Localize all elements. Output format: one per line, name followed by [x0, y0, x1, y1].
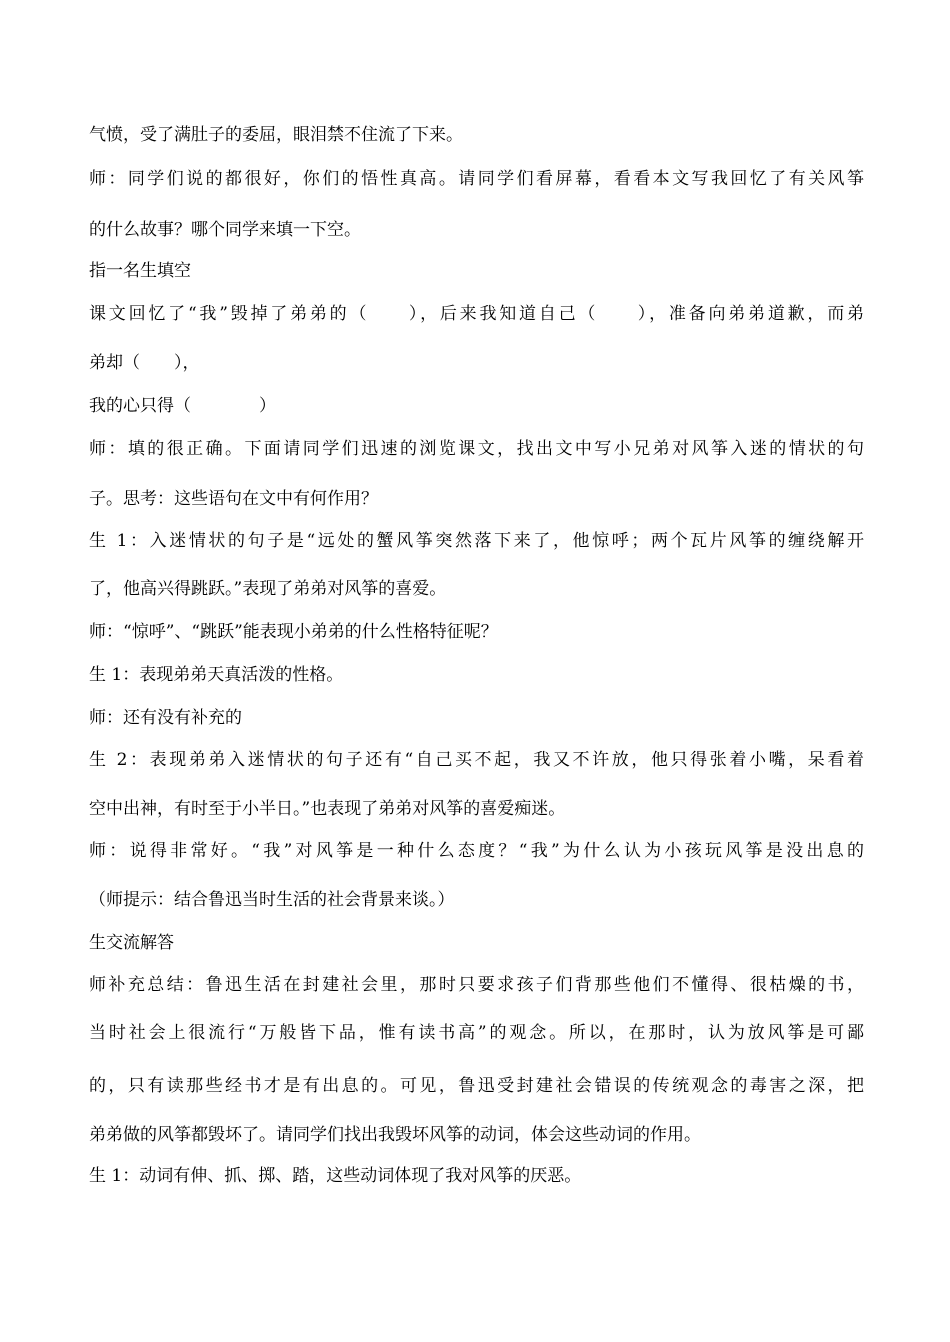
text-line: 我的心只得（ ）	[89, 396, 276, 416]
text-line: 师：填的很正确。下面请同学们迅速的浏览课文，找出文中写小兄弟对风筝入迷的情状的句	[89, 439, 864, 459]
text-line: 师：“惊呼”、“跳跃”能表现小弟弟的什么性格特征呢？	[89, 622, 498, 642]
text-line: 生 1：入迷情状的句子是“远处的蟹风筝突然落下来了，他惊呼；两个瓦片风筝的缠绕解开	[89, 531, 864, 551]
text-line: 子。思考：这些语句在文中有何作用？	[89, 489, 378, 509]
text-line: 指一名生填空	[89, 261, 191, 281]
text-line: 课文回忆了“我”毁掉了弟弟的（ ），后来我知道自己（ ），准备向弟弟道歉，而弟	[89, 304, 864, 324]
text-line: 师：说得非常好。“我”对风筝是一种什么态度？“我”为什么认为小孩玩风筝是没出息的	[89, 841, 864, 861]
text-line: 师补充总结：鲁迅生活在封建社会里，那时只要求孩子们背那些他们不懂得、很枯燥的书，	[89, 975, 864, 995]
text-line: 弟弟做的风筝都毁坏了。请同学们找出我毁坏风筝的动词，体会这些动词的作用。	[89, 1125, 701, 1145]
text-line: 的什么故事？哪个同学来填一下空。	[89, 220, 361, 240]
text-line: 弟却（ ），	[89, 353, 200, 373]
text-line: 当时社会上很流行“万般皆下品，惟有读书高”的观念。所以，在那时，认为放风筝是可鄙	[89, 1023, 864, 1043]
text-line: 的，只有读那些经书才是有出息的。可见，鲁迅受封建社会错误的传统观念的毒害之深，把	[89, 1076, 864, 1096]
text-line: 气愤，受了满肚子的委屈，眼泪禁不住流了下来。	[89, 125, 463, 145]
text-line: 生 2：表现弟弟入迷情状的句子还有“自己买不起，我又不许放，他只得张着小嘴，呆看着	[89, 750, 864, 770]
text-line: 生 1：动词有伸、抓、掷、踏，这些动词体现了我对风筝的厌恶。	[89, 1166, 582, 1186]
text-line: 师：同学们说的都很好，你们的悟性真高。请同学们看屏幕，看看本文写我回忆了有关风筝	[89, 169, 864, 189]
text-line: 了，他高兴得跳跃。”表现了弟弟对风筝的喜爱。	[89, 579, 447, 599]
text-line: 师：还有没有补充的	[89, 708, 242, 728]
text-line: 生交流解答	[89, 933, 174, 953]
text-line: 生 1：表现弟弟天真活泼的性格。	[89, 665, 344, 685]
text-line: （师提示：结合鲁迅当时生活的社会背景来谈。）	[89, 890, 455, 910]
text-line: 空中出神，有时至于小半日。”也表现了弟弟对风筝的喜爱痴迷。	[89, 799, 566, 819]
